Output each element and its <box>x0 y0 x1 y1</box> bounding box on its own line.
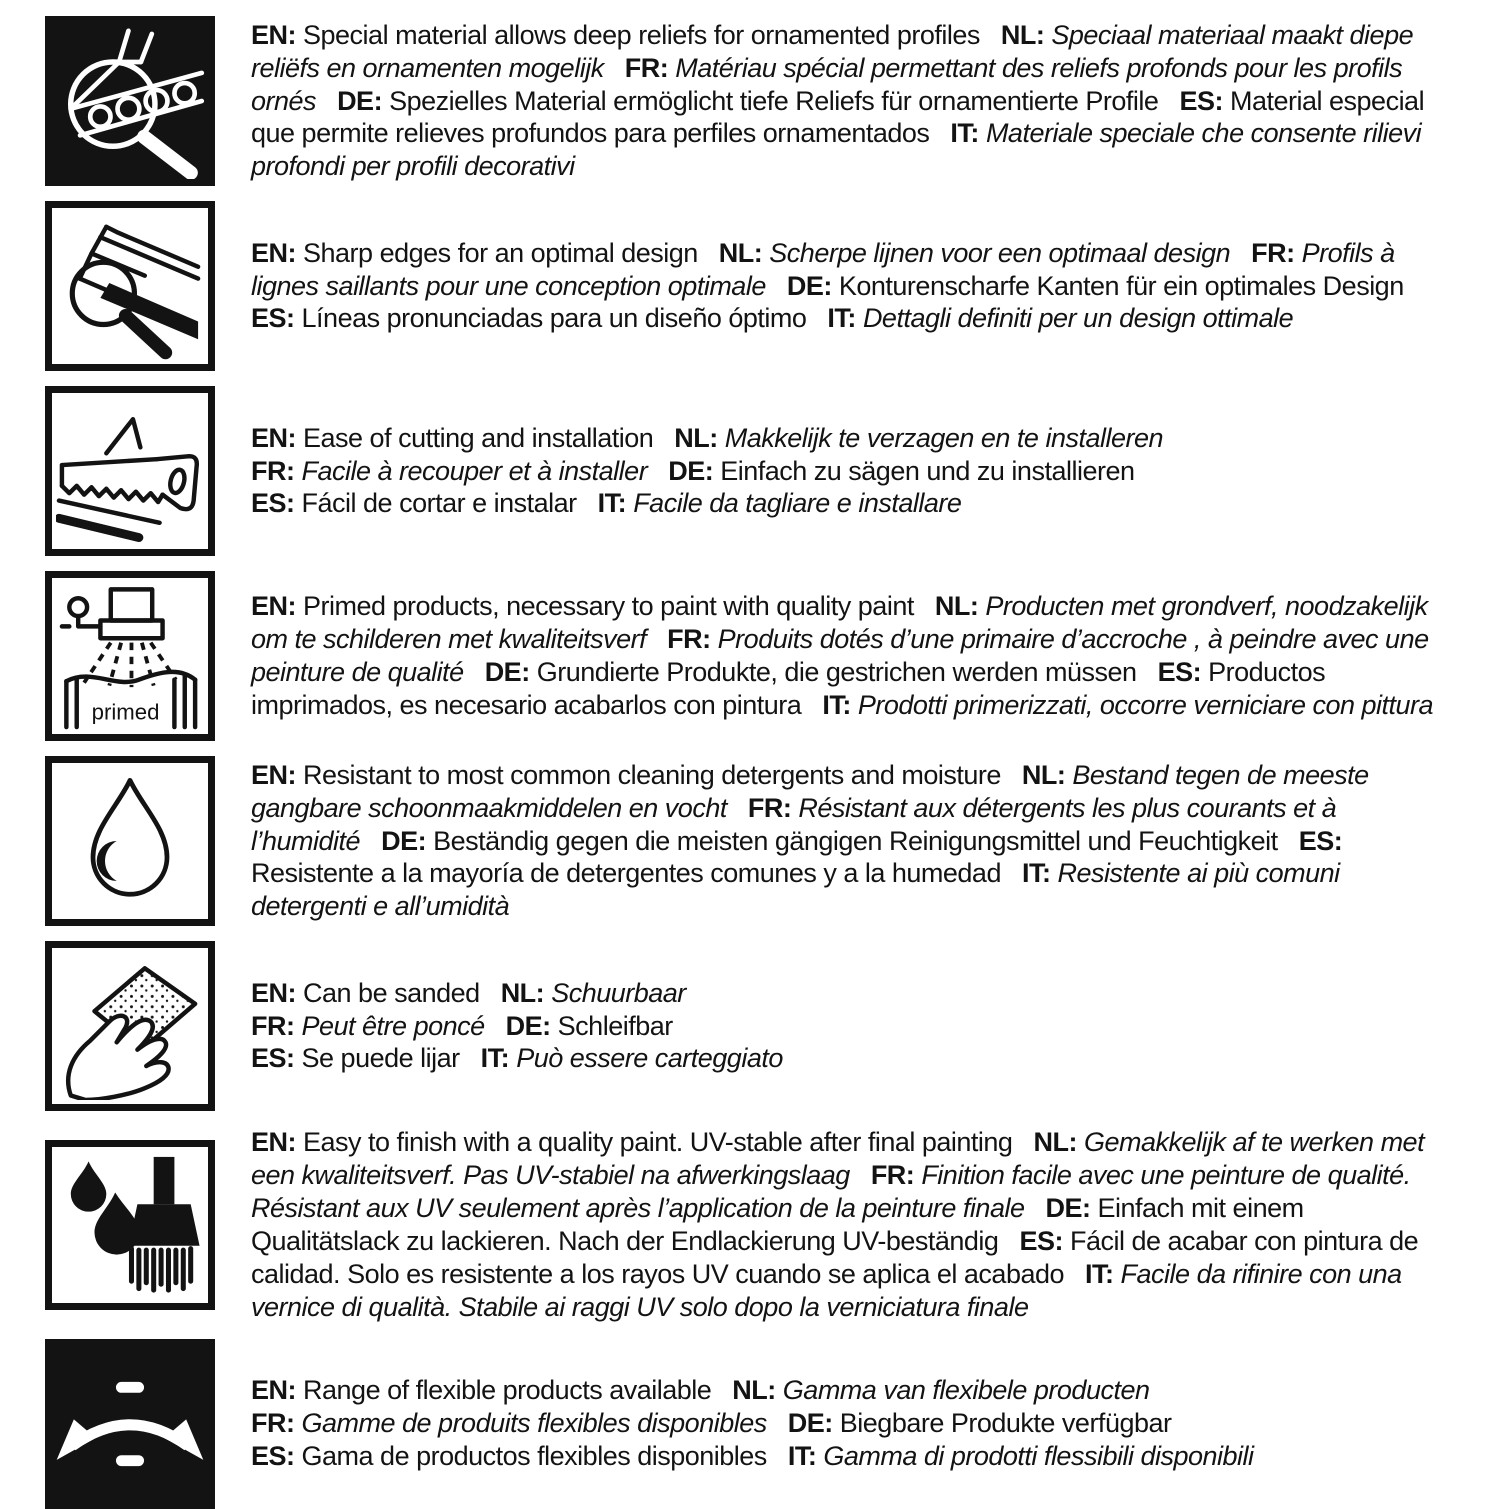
language-label-en: EN: <box>251 1375 296 1406</box>
language-label-fr: FR: <box>747 792 792 823</box>
language-label-nl: NL: <box>934 591 979 622</box>
feature-text-en: Resistant to most common cleaning detergents and moisture <box>303 759 1001 790</box>
language-label-nl: NL: <box>1000 19 1045 50</box>
language-label-de: DE: <box>337 85 383 116</box>
feature-text-fr: Résistant aux détergents les plus courants et à l’humidité <box>251 792 1337 856</box>
primer-spray-icon <box>45 571 215 741</box>
feature-description <box>251 19 1446 184</box>
feature-text-es: Resistente a la mayoría de detergentes comunes y a la humedad <box>251 858 1001 889</box>
paint-brush-drops-icon <box>45 1140 215 1310</box>
feature-text-es: Fácil de cortar e instalar <box>301 488 577 519</box>
feature-text-de: Einfach zu sägen und zu installieren <box>720 455 1135 486</box>
language-label-nl: NL: <box>674 422 718 453</box>
language-label-it: IT: <box>950 118 979 149</box>
feature-sheet <box>45 16 1462 1509</box>
feature-text-en: Primed products, necessary to paint with quality paint <box>303 591 914 622</box>
language-label-fr: FR: <box>251 1010 295 1041</box>
feature-text-it: Materiale speciale che consente rilievi profondi per profili decorativi <box>251 118 1422 182</box>
language-label-de: DE: <box>381 825 427 856</box>
language-label-en: EN: <box>251 977 296 1008</box>
language-label-nl: NL: <box>732 1375 776 1406</box>
feature-text-es: Material especial que permite relieves profundos para perfiles ornamentados <box>251 85 1425 149</box>
saw-cutting-icon <box>45 386 215 556</box>
language-label-de: DE: <box>787 1408 833 1439</box>
feature-text-en: Special material allows deep reliefs for ornamented profiles <box>303 19 980 50</box>
language-label-it: IT: <box>822 689 851 720</box>
feature-text-it: Facile da tagliare e installare <box>633 488 962 519</box>
feature-text-de: Einfach mit einem Qualitätslack zu lackieren. Nach der Endlackierung UV-beständig <box>251 1192 1304 1256</box>
language-label-fr: FR: <box>251 1408 295 1439</box>
language-label-es: ES: <box>251 1441 295 1472</box>
sharp-edge-magnifier-icon <box>45 201 215 371</box>
language-label-de: DE: <box>484 657 530 687</box>
feature-text-de: Konturenscharfe Kanten für ein optimales Design <box>838 270 1404 301</box>
language-label-nl: NL: <box>500 977 545 1008</box>
feature-text-nl: Gamma van flexibele producten <box>782 1375 1150 1406</box>
flexible-bend-arrow-icon <box>45 1339 215 1509</box>
language-label-it: IT: <box>1021 858 1051 889</box>
language-label-es: ES: <box>1179 85 1223 116</box>
feature-row-sharp-edges <box>45 201 1462 371</box>
feature-text-nl: Scherpe lijnen voor een optimaal design <box>769 237 1231 268</box>
feature-text-de: Schleifbar <box>557 1010 673 1041</box>
language-label-en: EN: <box>251 759 296 790</box>
ornament-relief-magnifier-icon <box>45 16 215 186</box>
feature-text-fr: Matériau spécial permettant des reliefs profonds pour les profils ornés <box>251 52 1403 116</box>
feature-text-it: Può essere carteggiato <box>516 1043 783 1074</box>
language-label-fr: FR: <box>251 455 295 486</box>
water-drop-icon <box>45 756 215 926</box>
feature-text-fr: Peut être poncé <box>301 1010 485 1041</box>
feature-text-nl: Makkelijk te verzagen en te installeren <box>724 422 1164 453</box>
feature-text-de: Beständig gegen die meisten gängigen Reinigungsmittel und Feuchtigkeit <box>433 825 1278 856</box>
feature-text-es: Gama de productos flexibles disponibles <box>301 1441 767 1472</box>
feature-text-de: Spezielles Material ermöglicht tiefe Reliefs für ornamentierte Profile <box>389 85 1159 116</box>
feature-description <box>251 1374 1254 1473</box>
feature-text-fr: Finition facile avec une peinture de qualité. Résistant aux UV seulement après l’application de la peinture finale <box>251 1159 1411 1223</box>
feature-text-it: Dettagli definiti per un design ottimale <box>862 303 1294 334</box>
language-label-de: DE: <box>505 1010 551 1041</box>
feature-description <box>251 1126 1446 1324</box>
language-label-fr: FR: <box>1251 237 1295 268</box>
feature-description <box>251 759 1446 924</box>
feature-description <box>251 237 1446 336</box>
feature-text-it: Resistente ai più comuni detergenti e all’umidità <box>251 858 1340 922</box>
language-label-it: IT: <box>1085 1258 1114 1289</box>
feature-row-deep-reliefs <box>45 16 1462 186</box>
feature-text-nl: Speciaal materiaal maakt diepe reliëfs en ornamenten mogelijk <box>251 19 1414 83</box>
feature-text-nl: Schuurbaar <box>551 977 686 1008</box>
feature-text-en: Sharp edges for an optimal design <box>303 237 698 268</box>
language-label-es: ES: <box>1298 825 1343 856</box>
language-label-en: EN: <box>251 19 296 50</box>
feature-text-it: Prodotti primerizzati, occorre verniciare con pittura <box>857 689 1434 720</box>
feature-row-easy-cutting <box>45 386 1462 556</box>
language-label-de: DE: <box>1045 1192 1091 1223</box>
language-label-it: IT: <box>787 1441 817 1472</box>
feature-description <box>251 590 1446 722</box>
feature-description <box>251 422 1163 521</box>
language-label-es: ES: <box>1019 1225 1063 1256</box>
feature-text-fr: Facile à recouper et à installer <box>301 455 648 486</box>
feature-text-es: Productos imprimados, es necesario acabarlos con pintura <box>251 657 1326 720</box>
feature-text-en: Easy to finish with a quality paint. UV-stable after final painting <box>303 1127 1013 1157</box>
language-label-es: ES: <box>251 488 295 519</box>
sanding-hand-icon <box>45 941 215 1111</box>
feature-row-moisture-resistant <box>45 756 1462 926</box>
language-label-fr: FR: <box>624 52 669 83</box>
language-label-it: IT: <box>597 488 627 519</box>
feature-text-es: Fácil de acabar con pintura de calidad. Solo es resistente a los rayos UV cuando se aplica el acabado <box>251 1225 1419 1289</box>
language-label-it: IT: <box>827 303 856 334</box>
feature-text-nl: Producten met grondverf, noodzakelijk om te schilderen met kwaliteitsverf <box>251 591 1428 655</box>
feature-text-en: Can be sanded <box>303 977 480 1008</box>
language-label-es: ES: <box>1157 657 1202 687</box>
feature-text-en: Ease of cutting and installation <box>303 422 654 453</box>
language-label-en: EN: <box>251 422 296 453</box>
language-label-nl: NL: <box>718 237 763 268</box>
language-label-de: DE: <box>786 270 832 301</box>
language-label-en: EN: <box>251 237 296 268</box>
feature-text-en: Range of flexible products available <box>303 1375 712 1406</box>
feature-text-nl: Gemakkelijk af te werken met een kwaliteitsverf. Pas UV-stabiel na afwerkingslaag <box>251 1127 1425 1190</box>
feature-row-paintable <box>45 1126 1462 1324</box>
feature-text-de: Biegbare Produkte verfügbar <box>839 1408 1172 1439</box>
primed-label: primed <box>91 699 160 725</box>
feature-description <box>251 977 783 1076</box>
language-label-it: IT: <box>480 1043 510 1074</box>
language-label-es: ES: <box>251 1043 295 1074</box>
feature-text-fr: Profils à lignes saillants pour une conception optimale <box>251 237 1395 301</box>
language-label-en: EN: <box>251 1127 296 1157</box>
feature-row-sandable <box>45 941 1462 1111</box>
feature-text-it: Facile da rifinire con una vernice di qualità. Stabile ai raggi UV solo dopo la verniciatura finale <box>251 1258 1402 1322</box>
feature-text-fr: Gamme de produits flexibles disponibles <box>301 1408 767 1439</box>
language-label-fr: FR: <box>870 1159 915 1190</box>
feature-row-flexible <box>45 1339 1462 1509</box>
language-label-nl: NL: <box>1033 1127 1077 1157</box>
language-label-nl: NL: <box>1021 759 1066 790</box>
feature-text-it: Gamma di prodotti flessibili disponibili <box>823 1441 1254 1472</box>
feature-text-de: Grundierte Produkte, die gestrichen werden müssen <box>536 657 1137 687</box>
language-label-de: DE: <box>668 455 714 486</box>
language-label-es: ES: <box>251 303 295 334</box>
feature-text-nl: Bestand tegen de meeste gangbare schoonmaakmiddelen en vocht <box>251 759 1369 823</box>
feature-text-es: Líneas pronunciadas para un diseño óptimo <box>301 303 807 334</box>
language-label-en: EN: <box>251 591 296 622</box>
feature-row-primed <box>45 571 1462 741</box>
feature-text-fr: Produits dotés d’une primaire d’accroche , à peindre avec une peinture de qualité <box>251 624 1429 687</box>
language-label-fr: FR: <box>667 624 711 655</box>
feature-text-es: Se puede lijar <box>301 1043 460 1074</box>
